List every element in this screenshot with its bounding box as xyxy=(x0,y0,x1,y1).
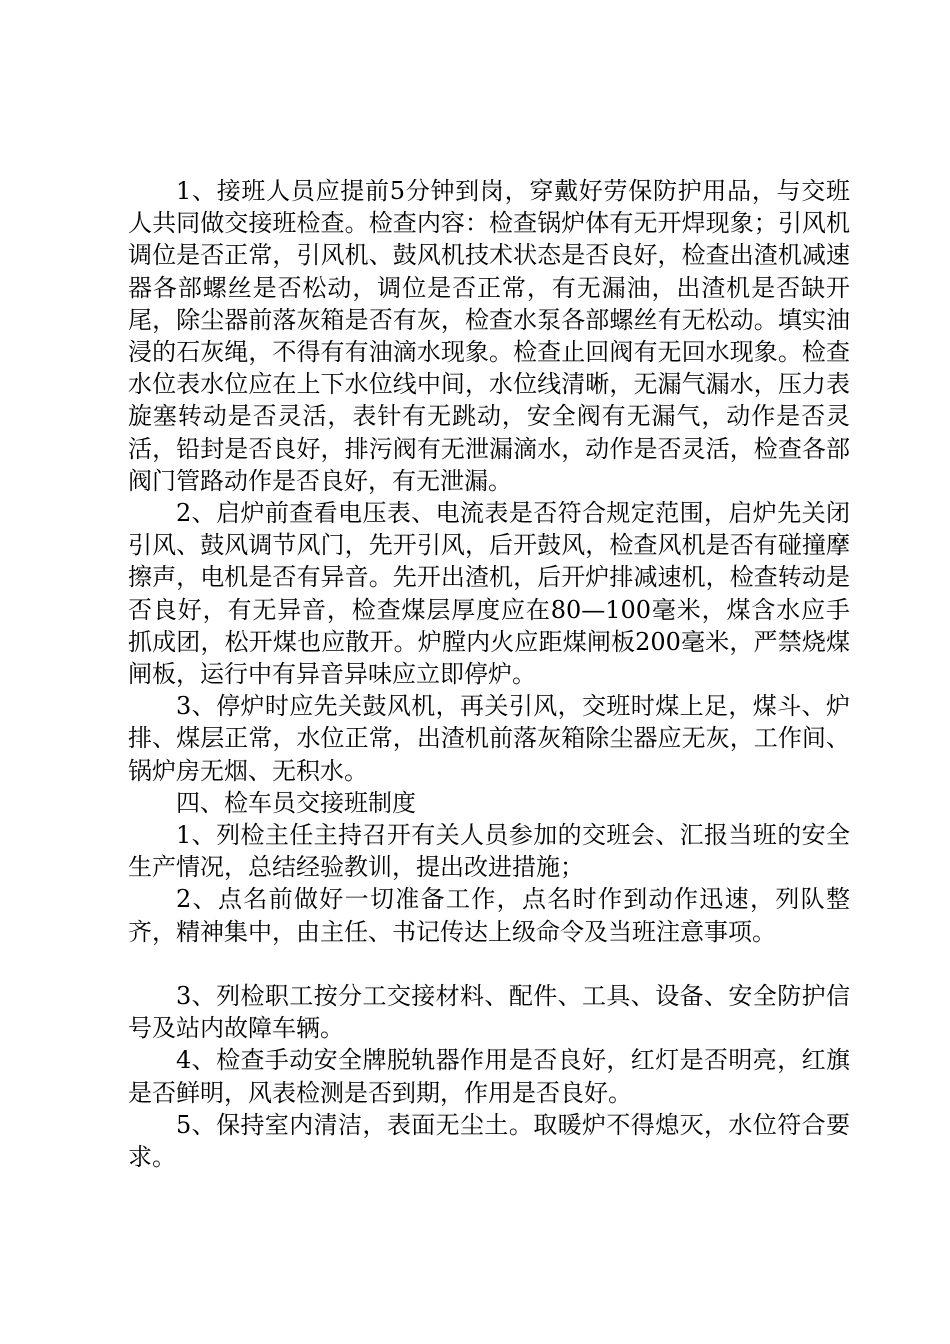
blank-line xyxy=(128,948,850,980)
paragraph-3: 3、停炉时应先关鼓风机，再关引风，交班时煤上足，煤斗、炉排、煤层正常，水位正常，出渣机前落灰箱除尘器应无灰，工作间、锅炉房无烟、无积水。 xyxy=(128,692,850,785)
paragraph-5: 2、点名前做好一切准备工作，点名时作到动作迅速，列队整齐，精神集中，由主任、书记传达上级命令及当班注意事项。 xyxy=(128,885,850,946)
paragraph-7: 4、检查手动安全牌脱轨器作用是否良好，红灯是否明亮，红旗是否鲜明，风表检测是否到期，作用是否良好。 xyxy=(128,1046,850,1107)
paragraph-6: 3、列检职工按分工交接材料、配件、工具、设备、安全防护信号及站内故障车辆。 xyxy=(128,982,850,1043)
paragraph-1: 1、接班人员应提前5分钟到岗，穿戴好劳保防护用品，与交班人共同做交接班检查。检查内容：检查锅炉体有无开焊现象；引风机调位是否正常，引风机、鼓风机技术状态是否良好，检查出渣机减速器各部螺丝是否松动，调位是否正常，有无漏油，出渣机是否缺开尾，除尘器前落灰箱是否有灰，检查水泵各部螺丝有无松动。填实油浸的石灰绳，不得有有油滴水现象。检查止回阀有无回水现象。检查水位表水位应在上下水位线中间，水位线清晰，无漏气漏水，压力表旋塞转动是否灵活，表针有无跳动，安全阀有无漏气，动作是否灵活，铅封是否良好，排污阀有无泄漏滴水，动作是否灵活，检查各部阀门管路动作是否良好，有无泄漏。 xyxy=(128,177,850,495)
section-heading: 四、检车员交接班制度 xyxy=(176,788,416,817)
paragraph-8: 5、保持室内清洁，表面无尘土。取暖炉不得熄灭，水位符合要求。 xyxy=(128,1110,850,1172)
paragraph-4: 1、列检主任主持召开有关人员参加的交班会、汇报当班的安全生产情况，总结经验教训，提出改进措施； xyxy=(128,821,850,882)
document-body xyxy=(128,175,850,1173)
paragraph-2: 2、启炉前查看电压表、电流表是否符合规定范围，启炉先关闭引风、鼓风调节风门，先开引风，后开鼓风，检查风机是否有碰撞摩擦声，电机是否有异音。先开出渣机，后开炉排减速机，检查转动是否良好，有无异音，检查煤层厚度应在80—100毫米，煤含水应手抓成团，松开煤也应散开。炉膛内火应距煤闸板200毫米，严禁烧煤闸板，运行中有异音异味应立即停炉。 xyxy=(128,499,850,689)
